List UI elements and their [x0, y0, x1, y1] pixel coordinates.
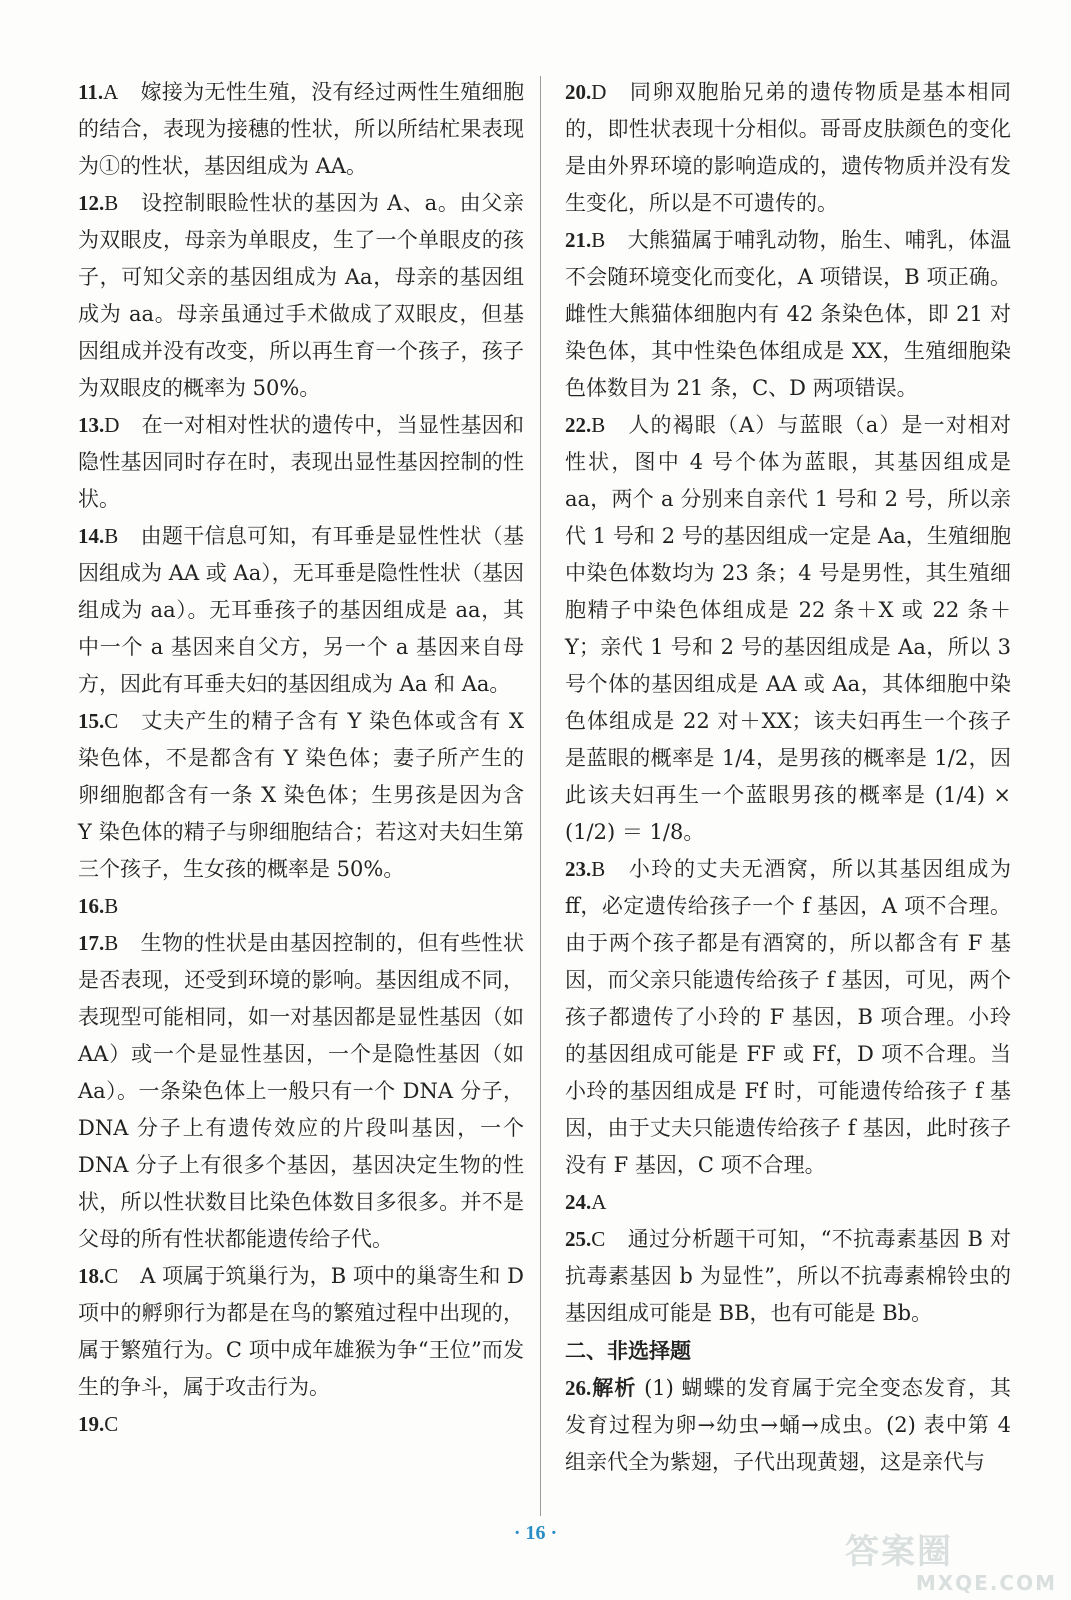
item-explanation: 生物的性状是由基因控制的，但有些性状是否表现，还受到环境的影响。基因组成不同，表现型可能相同，如一对基因都是显性基因（如 AA）或一个是显性基因，一个是隐性基因（如 Aa）。一条染色体上一般只有一个 DNA 分子，DNA 分子上有遗传效应的片段叫基因，一个 DNA 分子上有很多个基因，基因决定生物的性状，所以性状数目比染色体数目多很多。并不是父母的所有性状都能遗传给子代。 — [78, 931, 524, 1251]
item-answer: D — [591, 80, 607, 104]
answer-item-12 — [78, 185, 524, 407]
watermark — [845, 1532, 1057, 1595]
right-column — [565, 74, 1011, 1481]
item-number: 20. — [565, 80, 592, 104]
item-label: 解析 — [591, 1375, 637, 1400]
item-number: 17. — [78, 931, 105, 955]
item-number: 26. — [565, 1376, 592, 1400]
item-answer: B — [104, 191, 119, 215]
answer-item-15 — [78, 703, 524, 888]
answer-item-19 — [78, 1406, 524, 1443]
answer-item-21 — [565, 222, 1011, 407]
item-explanation: 大熊猫属于哺乳动物，胎生、哺乳，体温不会随环境变化而变化，A 项错误，B 项正确。雌性大熊猫体细胞内有 42 条染色体，即 21 对染色体，其中性染色体组成是 XX，生殖细胞染色体数目为 21 条，C、D 两项错误。 — [565, 228, 1011, 400]
item-answer: D — [104, 413, 120, 437]
item-number: 18. — [78, 1264, 105, 1288]
item-explanation: 人的褐眼（A）与蓝眼（a）是一对相对性状，图中 4 号个体为蓝眼，其基因组成是 aa，两个 a 分别来自亲代 1 号和 2 号，所以亲代 1 号和 2 号的基因组成一定是 Aa，生殖细胞中染色体数均为 23 条；4 号是男性，其生殖细胞精子中染色体组成是 22 条＋X 或 22 条＋Y；亲代 1 号和 2 号的基因组成是 Aa，所以 3 号个体的基因组成是 AA 或 Aa，其体细胞中染色体组成是 22 对＋XX；该夫妇再生一个孩子是蓝眼的概率是 1/4，是男孩的概率是 1/2，因此该夫妇再生一个蓝眼男孩的概率是 (1/4) × (1/2) ＝ 1/8。 — [565, 413, 1011, 844]
item-number: 22. — [565, 413, 592, 437]
item-answer: C — [104, 1264, 119, 1288]
answer-item-16 — [78, 888, 524, 925]
answer-item-24 — [565, 1184, 1011, 1221]
item-number: 13. — [78, 413, 105, 437]
answer-item-22 — [565, 407, 1011, 851]
answer-item-20 — [565, 74, 1011, 222]
item-number: 25. — [565, 1227, 592, 1251]
item-explanation: 同卵双胞胎兄弟的遗传物质是基本相同的，即性状表现十分相似。哥哥皮肤颜色的变化是由外界环境的影响造成的，遗传物质并没有发生变化，所以是不可遗传的。 — [565, 80, 1011, 215]
item-number: 21. — [565, 228, 592, 252]
item-explanation: 丈夫产生的精子含有 Y 染色体或含有 X 染色体，不是都含有 Y 染色体；妻子所产生的卵细胞都含有一条 X 染色体；生男孩是因为含 Y 染色体的精子与卵细胞结合；若这对夫妇生第三个孩子，生女孩的概率是 50%。 — [78, 709, 524, 881]
item-explanation: 通过分析题干可知，“不抗毒素基因 B 对抗毒素基因 b 为显性”，所以不抗毒素棉铃虫的基因组成可能是 BB，也有可能是 Bb。 — [565, 1227, 1011, 1325]
answer-item-26 — [565, 1369, 1011, 1481]
item-number: 14. — [78, 524, 105, 548]
item-explanation: (1) 蝴蝶的发育属于完全变态发育，其发育过程为卵→幼虫→蛹→成虫。(2) 表中第 4 组亲代全为紫翅，子代出现黄翅，这是亲代与 — [565, 1376, 1012, 1474]
left-column — [78, 74, 524, 1443]
item-answer: B — [591, 228, 606, 252]
item-explanation: A 项属于筑巢行为，B 项中的巢寄生和 D 项中的孵卵行为都是在鸟的繁殖过程中出现的，属于繁殖行为。C 项中成年雄猴为争“王位”而发生的争斗，属于攻击行为。 — [78, 1264, 524, 1399]
answer-item-18 — [78, 1258, 524, 1406]
item-explanation: 小玲的丈夫无酒窝，所以其基因组成为 ff，必定遗传给孩子一个 f 基因，A 项不合理。由于两个孩子都是有酒窝的，所以都含有 F 基因，而父亲只能遗传给孩子 f 基因，可见，两个孩子都遗传了小玲的 F 基因，B 项合理。小玲的基因组成可能是 FF 或 Ff，D 项不合理。当小玲的基因组成是 Ff 时，可能遗传给孩子 f 基因，由于丈夫只能遗传给孩子 f 基因，此时孩子没有 F 基因，C 项不合理。 — [565, 857, 1011, 1177]
item-number: 16. — [78, 894, 105, 918]
item-number: 24. — [565, 1190, 592, 1214]
answer-item-13 — [78, 407, 524, 518]
item-answer: A — [591, 1190, 607, 1214]
item-answer: A — [103, 80, 119, 104]
item-explanation: 在一对相对性状的遗传中，当显性基因和隐性基因同时存在时，表现出显性基因控制的性状。 — [78, 413, 524, 511]
item-answer: B — [591, 857, 606, 881]
item-explanation: 设控制眼睑性状的基因为 A、a。由父亲为双眼皮，母亲为单眼皮，生了一个单眼皮的孩子，可知父亲的基因组成为 Aa，母亲的基因组成为 aa。母亲虽通过手术做成了双眼皮，但基因组成并没有改变，所以再生育一个孩子，孩子为双眼皮的概率为 50%。 — [78, 191, 524, 400]
page-number: · 16 · — [513, 1522, 558, 1544]
item-explanation: 由题干信息可知，有耳垂是显性性状（基因组成为 AA 或 Aa），无耳垂是隐性性状（基因组成为 aa）。无耳垂孩子的基因组成是 aa，其中一个 a 基因来自父方，另一个 a 基因来自母方，因此有耳垂夫妇的基因组成为 Aa 和 Aa。 — [78, 524, 524, 696]
item-number: 19. — [78, 1412, 105, 1436]
answer-item-17 — [78, 925, 524, 1258]
item-number: 12. — [78, 191, 105, 215]
item-explanation: 嫁接为无性生殖，没有经过两性生殖细胞的结合，表现为接穗的性状，所以所结杧果表现为①的性状，基因组成为 AA。 — [78, 80, 524, 178]
item-answer: B — [591, 413, 606, 437]
answer-item-25 — [565, 1221, 1011, 1332]
watermark-logo: 答案圈 — [845, 1532, 953, 1572]
item-answer: B — [104, 524, 119, 548]
item-answer: C — [104, 709, 119, 733]
answer-item-23 — [565, 851, 1011, 1184]
column-divider — [540, 76, 541, 1516]
item-answer: C — [104, 1412, 119, 1436]
item-number: 15. — [78, 709, 105, 733]
section-title: 二、非选择题 — [565, 1338, 691, 1363]
item-number: 11. — [78, 80, 104, 104]
answer-item-14 — [78, 518, 524, 703]
answer-item-11 — [78, 74, 524, 185]
item-answer: C — [591, 1227, 606, 1251]
item-answer: B — [104, 931, 119, 955]
watermark-url: MXQE.COM — [915, 1571, 1057, 1595]
item-answer: B — [104, 894, 119, 918]
item-number: 23. — [565, 857, 592, 881]
